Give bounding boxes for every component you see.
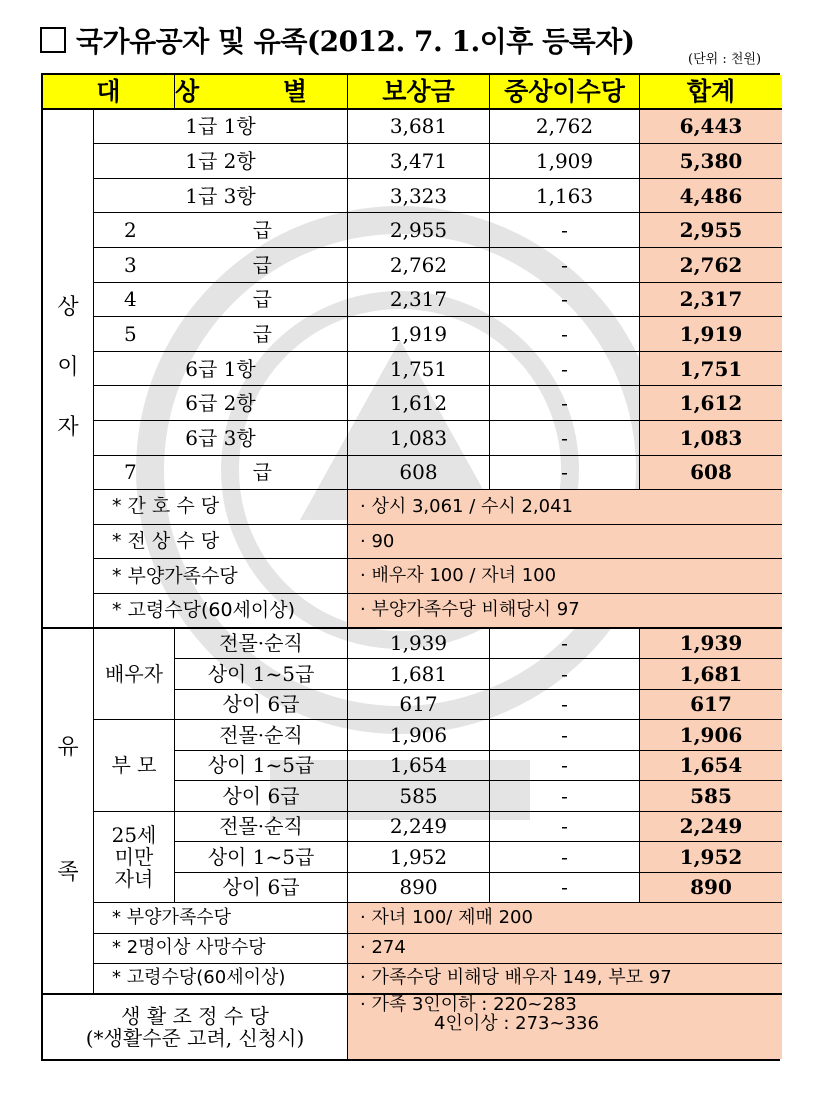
grade-unit: 급 bbox=[252, 218, 272, 243]
grade-text: 6급 3항 bbox=[185, 425, 256, 450]
compensation-cell: 1,612 bbox=[348, 386, 490, 421]
serious-allowance-cell: - bbox=[490, 812, 640, 843]
serious-allowance-cell: 1,163 bbox=[490, 179, 640, 214]
total-cell: 585 bbox=[640, 781, 782, 812]
serious-allowance-cell: - bbox=[490, 352, 640, 387]
total-cell: 608 bbox=[640, 456, 782, 491]
grade-cell bbox=[94, 352, 348, 387]
grade-cell bbox=[94, 317, 348, 352]
survivor-group-label: 부 모 bbox=[94, 720, 175, 812]
grade-text: 5 bbox=[124, 321, 137, 346]
total-cell: 1,654 bbox=[640, 751, 782, 782]
compensation-cell: 585 bbox=[348, 781, 490, 812]
grade-unit: 급 bbox=[252, 252, 272, 277]
grade-text: 4 bbox=[124, 287, 137, 312]
header-c2: 상 bbox=[175, 76, 200, 106]
grade-unit: 급 bbox=[252, 321, 272, 346]
serious-allowance-cell: 2,762 bbox=[490, 110, 640, 145]
survivor-type-cell: 상이 1~5급 bbox=[175, 751, 348, 782]
total-cell: 1,906 bbox=[640, 720, 782, 751]
survivor-group-label-line: 미만 bbox=[114, 844, 154, 869]
compensation-cell: 2,249 bbox=[348, 812, 490, 843]
survivor-group-label-line: 자녀 bbox=[114, 866, 154, 891]
grade-cell bbox=[94, 421, 348, 456]
grade-text: 6급 2항 bbox=[185, 391, 256, 416]
wounded-label-char: 자 bbox=[57, 415, 79, 441]
allowance-label: * 간 호 수 당 bbox=[94, 490, 348, 525]
compensation-cell: 1,952 bbox=[348, 842, 490, 873]
living-adjustment-label bbox=[43, 995, 348, 1059]
allowance-value: · 배우자 100 / 자녀 100 bbox=[348, 559, 782, 594]
compensation-cell: 1,906 bbox=[348, 720, 490, 751]
total-cell: 5,380 bbox=[640, 144, 782, 179]
allowance-value: · 부양가족수당 비해당시 97 bbox=[348, 594, 782, 629]
serious-allowance-cell: - bbox=[490, 248, 640, 283]
allowance-value: · 274 bbox=[348, 934, 782, 965]
total-cell: 4,486 bbox=[640, 179, 782, 214]
allowance-label: * 고령수당(60세이상) bbox=[94, 594, 348, 629]
total-cell: 1,612 bbox=[640, 386, 782, 421]
compensation-cell: 2,955 bbox=[348, 213, 490, 248]
survivor-type-cell: 전몰·순직 bbox=[175, 812, 348, 843]
unit-label: (단위 : 천원) bbox=[688, 52, 762, 67]
serious-allowance-cell: 1,909 bbox=[490, 144, 640, 179]
grade-cell bbox=[94, 456, 348, 491]
wounded-label-char: 이 bbox=[57, 354, 79, 380]
compensation-cell: 617 bbox=[348, 690, 490, 721]
allowance-value: · 가족수당 비해당 배우자 149, 부모 97 bbox=[348, 964, 782, 995]
survivor-type-cell: 전몰·순직 bbox=[175, 629, 348, 660]
header-c1: 대 bbox=[96, 76, 121, 106]
grade-cell bbox=[94, 248, 348, 283]
compensation-cell: 3,681 bbox=[348, 110, 490, 145]
allowance-value: · 상시 3,061 / 수시 2,041 bbox=[348, 490, 782, 525]
header-compensation: 보상금 bbox=[348, 75, 490, 110]
total-cell: 2,317 bbox=[640, 283, 782, 318]
total-cell: 6,443 bbox=[640, 110, 782, 145]
survivors-label-char: 유 bbox=[57, 735, 79, 761]
grade-cell bbox=[94, 144, 348, 179]
living-label-line: (*생활수준 고려, 신청시) bbox=[85, 1025, 305, 1050]
serious-allowance-cell: - bbox=[490, 421, 640, 456]
survivor-type-cell: 상이 6급 bbox=[175, 690, 348, 721]
serious-allowance-cell: - bbox=[490, 720, 640, 751]
compensation-cell: 1,919 bbox=[348, 317, 490, 352]
compensation-cell: 1,939 bbox=[348, 629, 490, 660]
survivors-label bbox=[43, 629, 94, 995]
compensation-cell: 3,471 bbox=[348, 144, 490, 179]
total-cell: 2,249 bbox=[640, 812, 782, 843]
grade-text: 1급 1항 bbox=[185, 114, 256, 139]
grade-cell bbox=[94, 110, 348, 145]
allowance-label: * 2명이상 사망수당 bbox=[94, 934, 348, 965]
compensation-cell: 1,751 bbox=[348, 352, 490, 387]
serious-allowance-cell: - bbox=[490, 751, 640, 782]
grade-cell bbox=[94, 179, 348, 214]
total-cell: 2,955 bbox=[640, 213, 782, 248]
grade-text: 1급 2항 bbox=[185, 148, 256, 173]
compensation-cell: 608 bbox=[348, 456, 490, 491]
grade-unit: 급 bbox=[252, 287, 272, 312]
compensation-cell: 3,323 bbox=[348, 179, 490, 214]
total-cell: 1,919 bbox=[640, 317, 782, 352]
header-total: 합계 bbox=[640, 75, 782, 110]
compensation-cell: 890 bbox=[348, 873, 490, 904]
page-title bbox=[40, 20, 635, 60]
total-cell: 1,083 bbox=[640, 421, 782, 456]
grade-cell bbox=[94, 213, 348, 248]
wounded-label bbox=[43, 110, 94, 629]
living-adjustment-value bbox=[348, 995, 782, 1059]
header-c3: 별 bbox=[282, 76, 307, 106]
serious-allowance-cell: - bbox=[490, 842, 640, 873]
compensation-cell: 2,762 bbox=[348, 248, 490, 283]
serious-allowance-cell: - bbox=[490, 781, 640, 812]
serious-allowance-cell: - bbox=[490, 873, 640, 904]
allowance-label: * 부양가족수당 bbox=[94, 559, 348, 594]
allowance-value: · 자녀 100/ 제매 200 bbox=[348, 903, 782, 934]
header-serious-allowance: 중상이수당 bbox=[490, 75, 640, 110]
allowance-label: * 부양가족수당 bbox=[94, 903, 348, 934]
allowance-label: * 고령수당(60세이상) bbox=[94, 964, 348, 995]
serious-allowance-cell: - bbox=[490, 283, 640, 318]
living-label-line: 생 활 조 정 수 당 bbox=[121, 1003, 269, 1028]
total-cell: 1,681 bbox=[640, 659, 782, 690]
compensation-cell: 1,083 bbox=[348, 421, 490, 456]
grade-cell bbox=[94, 283, 348, 318]
survivor-group-label: 배우자 bbox=[94, 629, 175, 721]
total-cell: 1,952 bbox=[640, 842, 782, 873]
grade-unit: 급 bbox=[252, 460, 272, 485]
total-cell: 1,751 bbox=[640, 352, 782, 387]
serious-allowance-cell: - bbox=[490, 690, 640, 721]
living-value-line: · 가족 3인이하 : 220~283 bbox=[360, 994, 577, 1015]
compensation-cell: 2,317 bbox=[348, 283, 490, 318]
compensation-table bbox=[41, 73, 780, 1061]
survivor-type-cell: 상이 1~5급 bbox=[175, 659, 348, 690]
serious-allowance-cell: - bbox=[490, 659, 640, 690]
header-target bbox=[43, 75, 175, 110]
compensation-cell: 1,654 bbox=[348, 751, 490, 782]
grade-text: 1급 3항 bbox=[185, 183, 256, 208]
title-text: 국가유공자 및 유족(2012. 7. 1.이후 등록자) bbox=[76, 25, 635, 58]
living-value-line: 4인이상 : 273~336 bbox=[434, 1013, 599, 1035]
total-cell: 2,762 bbox=[640, 248, 782, 283]
allowance-label: * 전 상 수 당 bbox=[94, 525, 348, 560]
compensation-cell: 1,681 bbox=[348, 659, 490, 690]
grade-text: 6급 1항 bbox=[185, 356, 256, 381]
header-target-2 bbox=[175, 75, 348, 110]
survivor-type-cell: 상이 6급 bbox=[175, 873, 348, 904]
total-cell: 617 bbox=[640, 690, 782, 721]
serious-allowance-cell: - bbox=[490, 456, 640, 491]
grade-text: 3 bbox=[124, 252, 137, 277]
survivor-type-cell: 상이 1~5급 bbox=[175, 842, 348, 873]
survivor-group-label bbox=[94, 812, 175, 904]
survivor-type-cell: 전몰·순직 bbox=[175, 720, 348, 751]
survivor-group-label-line: 25세 bbox=[111, 822, 157, 847]
grade-text: 7 bbox=[124, 460, 137, 485]
total-cell: 1,939 bbox=[640, 629, 782, 660]
survivor-type-cell: 상이 6급 bbox=[175, 781, 348, 812]
checkbox-square-icon bbox=[40, 27, 66, 53]
survivors-label-char: 족 bbox=[57, 859, 79, 885]
allowance-value: · 90 bbox=[348, 525, 782, 560]
serious-allowance-cell: - bbox=[490, 629, 640, 660]
grade-cell bbox=[94, 386, 348, 421]
total-cell: 890 bbox=[640, 873, 782, 904]
serious-allowance-cell: - bbox=[490, 213, 640, 248]
serious-allowance-cell: - bbox=[490, 317, 640, 352]
grade-text: 2 bbox=[124, 218, 137, 243]
wounded-label-char: 상 bbox=[57, 294, 79, 320]
serious-allowance-cell: - bbox=[490, 386, 640, 421]
